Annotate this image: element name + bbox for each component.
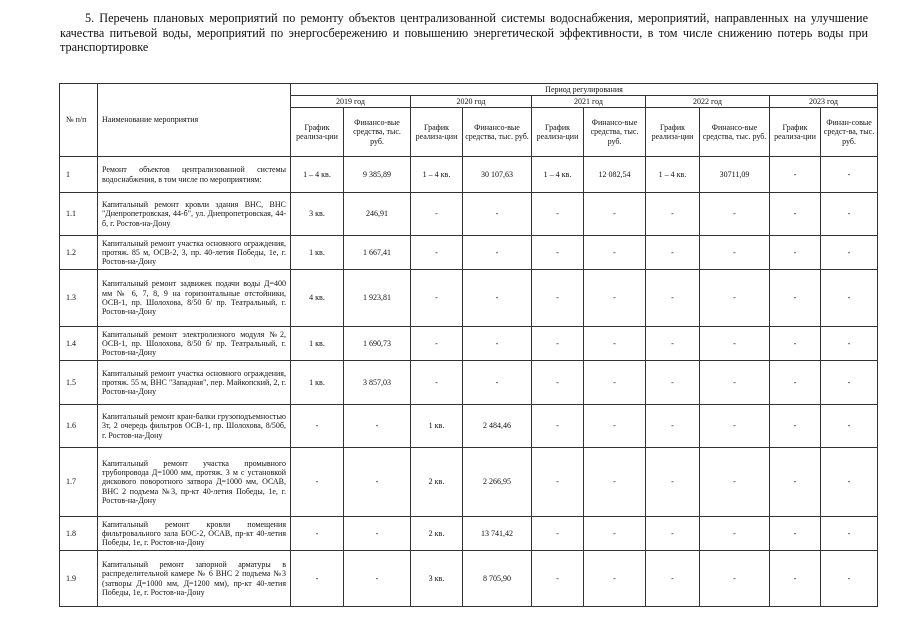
schedule-cell: - — [291, 405, 344, 448]
finance-cell: - — [821, 517, 878, 551]
schedule-cell: 3 кв. — [411, 551, 463, 607]
schedule-cell: - — [532, 551, 584, 607]
schedule-cell: - — [532, 517, 584, 551]
schedule-cell: - — [770, 270, 821, 327]
schedule-cell: 1 кв. — [291, 361, 344, 405]
row-number: 1.8 — [60, 517, 98, 551]
schedule-header: График реализа-ции — [770, 108, 821, 157]
schedule-cell: - — [770, 517, 821, 551]
measure-name: Ремонт объектов централизованной системы водоснабжения, в том числе по мероприятиям: — [98, 157, 291, 193]
measure-name: Капитальный ремонт кран-балки грузоподъемностью 3т, 2 очередь фильтров ОСВ-1, пр. Шолохова, 8/50б, г. Ростов-на-Дону — [98, 405, 291, 448]
schedule-cell: 3 кв. — [291, 193, 344, 236]
schedule-cell: - — [646, 361, 700, 405]
schedule-header: График реализа-ции — [291, 108, 344, 157]
measure-name: Капитальный ремонт кровли здания ВНС, ВНС "Днепропетровская, 44-б", ул. Днепропетровская, 44-б, г. Ростов-на-Дону — [98, 193, 291, 236]
schedule-cell: 1 – 4 кв. — [411, 157, 463, 193]
finance-cell: 1 690,73 — [344, 327, 411, 361]
measure-name: Капитальный ремонт участка основного ограждения, протяж. 55 м, ВНС "Западная", пер. Майкопский, 2, г. Ростов-на-Дону — [98, 361, 291, 405]
finance-cell: 12 082,54 — [584, 157, 646, 193]
schedule-cell: - — [532, 236, 584, 270]
schedule-cell: - — [646, 551, 700, 607]
table-body — [60, 157, 878, 607]
finance-cell: 1 923,81 — [344, 270, 411, 327]
row-number: 1 — [60, 157, 98, 193]
col-num-header: № п/п — [60, 84, 98, 157]
finance-header: Финансо-вые средства, тыс. руб. — [344, 108, 411, 157]
finance-cell: - — [584, 236, 646, 270]
table-row — [60, 517, 878, 551]
finance-cell: 1 667,41 — [344, 236, 411, 270]
finance-cell: - — [344, 551, 411, 607]
schedule-cell: - — [532, 270, 584, 327]
page-heading — [60, 11, 868, 55]
finance-cell: 13 741,42 — [463, 517, 532, 551]
finance-cell: - — [700, 270, 770, 327]
measure-name: Капитальный ремонт участка промывного трубопровода Д=1000 мм, протяж. 3 м с установкой дискового поворотного затвора Д=1000 мм, ОСАВ, ВНС 2 подъема №3, пр-кт 40-летия Победы, 1е, г. Ростов-на-Дону — [98, 448, 291, 517]
finance-cell: - — [344, 405, 411, 448]
finance-cell: 9 385,89 — [344, 157, 411, 193]
finance-cell: 30711,09 — [700, 157, 770, 193]
schedule-cell: - — [770, 193, 821, 236]
table-row — [60, 361, 878, 405]
measure-name: Капитальный ремонт задвижек подачи воды Д=400 мм № 6, 7, 8, 9 на горизонтальные отстойники, ОСВ-1, пр. Шолохова, 8/50 б/ пр. Театральный, г. Ростов-на-Дону — [98, 270, 291, 327]
measure-name: Капитальный ремонт участка основного ограждения, протяж. 85 м, ОСВ-2, 3, пр. 40-летия Победы, 1е, г. Ростов-на-Дону — [98, 236, 291, 270]
schedule-cell: - — [770, 448, 821, 517]
finance-cell: - — [821, 448, 878, 517]
schedule-cell: - — [532, 193, 584, 236]
row-number: 1.4 — [60, 327, 98, 361]
table-row — [60, 551, 878, 607]
finance-cell: - — [584, 517, 646, 551]
schedule-cell: 1 – 4 кв. — [291, 157, 344, 193]
schedule-cell: - — [291, 517, 344, 551]
schedule-cell: - — [411, 193, 463, 236]
finance-cell: - — [700, 517, 770, 551]
schedule-cell: - — [646, 236, 700, 270]
heading-text: 5. Перечень плановых мероприятий по ремонту объектов централизованной системы водоснабжения, мероприятий, направленных на улучшение качества питьевой воды, мероприятий по энергосбережению и повышению энергетической эффективности, в том числе снижению потерь воды при транспортировке — [60, 11, 868, 54]
finance-cell: 2 266,95 — [463, 448, 532, 517]
schedule-header: График реализа-ции — [411, 108, 463, 157]
finance-cell: - — [584, 551, 646, 607]
finance-cell: - — [463, 236, 532, 270]
finance-cell: - — [821, 551, 878, 607]
finance-cell: - — [463, 193, 532, 236]
finance-cell: - — [821, 236, 878, 270]
schedule-cell: 1 кв. — [411, 405, 463, 448]
row-number: 1.3 — [60, 270, 98, 327]
schedule-cell: - — [770, 551, 821, 607]
finance-cell: - — [821, 193, 878, 236]
schedule-cell: - — [770, 157, 821, 193]
period-header: Период регулирования — [291, 84, 878, 96]
row-number: 1.6 — [60, 405, 98, 448]
finance-cell: - — [584, 361, 646, 405]
finance-cell: 3 857,03 — [344, 361, 411, 405]
measure-name: Капитальный ремонт запорной арматуры в распределительной камере № 6 ВНС 2 подъема №3 (затворы Д=1000 мм, Д=1200 мм), пр-кт 40-летия Победы, 1е, г. Ростов-на-Дону — [98, 551, 291, 607]
schedule-cell: - — [291, 448, 344, 517]
schedule-cell: - — [646, 448, 700, 517]
year-header: 2019 год — [291, 96, 411, 108]
finance-cell: - — [700, 193, 770, 236]
schedule-cell: 1 – 4 кв. — [646, 157, 700, 193]
schedule-cell: - — [532, 327, 584, 361]
finance-cell: - — [700, 405, 770, 448]
finance-header: Финансо-вые средства, тыс. руб. — [584, 108, 646, 157]
schedule-cell: - — [411, 236, 463, 270]
finance-cell: 30 107,63 — [463, 157, 532, 193]
finance-cell: - — [821, 405, 878, 448]
year-header: 2021 год — [532, 96, 646, 108]
row-number: 1.5 — [60, 361, 98, 405]
schedule-cell: - — [291, 551, 344, 607]
finance-cell: - — [700, 327, 770, 361]
schedule-cell: - — [770, 361, 821, 405]
finance-cell: - — [700, 361, 770, 405]
finance-header: Финан-совые средст-ва, тыс. руб. — [821, 108, 878, 157]
year-header: 2022 год — [646, 96, 770, 108]
finance-cell: - — [821, 157, 878, 193]
schedule-cell: 1 – 4 кв. — [532, 157, 584, 193]
finance-cell: - — [463, 327, 532, 361]
schedule-header: График реализа-ции — [532, 108, 584, 157]
table-row — [60, 236, 878, 270]
schedule-cell: - — [646, 517, 700, 551]
finance-cell: - — [700, 448, 770, 517]
measure-name: Капитальный ремонт кровли помещения фильтровального зала БОС-2, ОСАВ, пр-кт 40-летия Победы, 1е, г. Ростов-на-Дону — [98, 517, 291, 551]
schedule-cell: - — [770, 405, 821, 448]
row-number: 1.7 — [60, 448, 98, 517]
finance-cell: - — [821, 270, 878, 327]
finance-cell: - — [821, 361, 878, 405]
schedule-cell: - — [411, 327, 463, 361]
year-header: 2020 год — [411, 96, 532, 108]
finance-cell: 2 484,46 — [463, 405, 532, 448]
schedule-cell: 4 кв. — [291, 270, 344, 327]
finance-cell: 246,91 — [344, 193, 411, 236]
schedule-cell: - — [646, 327, 700, 361]
table-row — [60, 448, 878, 517]
finance-cell: - — [700, 551, 770, 607]
schedule-cell: - — [770, 327, 821, 361]
header-row-period — [60, 84, 878, 96]
finance-cell: - — [584, 193, 646, 236]
schedule-cell: - — [532, 405, 584, 448]
schedule-cell: - — [532, 448, 584, 517]
table-row — [60, 157, 878, 193]
col-name-header: Наименование мероприятия — [98, 84, 291, 157]
table-row — [60, 405, 878, 448]
table-row — [60, 193, 878, 236]
finance-header: Финансо-вые средства, тыс. руб. — [700, 108, 770, 157]
finance-cell: - — [584, 270, 646, 327]
table-row — [60, 327, 878, 361]
row-number: 1.1 — [60, 193, 98, 236]
year-header: 2023 год — [770, 96, 878, 108]
finance-cell: - — [584, 405, 646, 448]
schedule-cell: - — [411, 361, 463, 405]
finance-cell: - — [463, 361, 532, 405]
schedule-cell: - — [411, 270, 463, 327]
finance-cell: - — [584, 327, 646, 361]
finance-cell: - — [584, 448, 646, 517]
finance-cell: - — [821, 327, 878, 361]
schedule-cell: - — [646, 270, 700, 327]
row-number: 1.2 — [60, 236, 98, 270]
finance-cell: - — [463, 270, 532, 327]
row-number: 1.9 — [60, 551, 98, 607]
schedule-cell: 2 кв. — [411, 448, 463, 517]
schedule-cell: 2 кв. — [411, 517, 463, 551]
schedule-cell: - — [646, 405, 700, 448]
schedule-cell: - — [770, 236, 821, 270]
schedule-cell: - — [532, 361, 584, 405]
finance-header: Финансо-вые средства, тыс. руб. — [463, 108, 532, 157]
schedule-cell: 1 кв. — [291, 236, 344, 270]
measures-table — [59, 83, 878, 607]
schedule-cell: 1 кв. — [291, 327, 344, 361]
finance-cell: - — [344, 448, 411, 517]
finance-cell: - — [344, 517, 411, 551]
measure-name: Капитальный ремонт электролизного модуля №2, ОСВ-1, пр. Шолохова, 8/50 б/ пр. Театральный, г. Ростов-на-Дону — [98, 327, 291, 361]
finance-cell: 8 705,90 — [463, 551, 532, 607]
schedule-cell: - — [646, 193, 700, 236]
schedule-header: График реализа-ции — [646, 108, 700, 157]
finance-cell: - — [700, 236, 770, 270]
table-row — [60, 270, 878, 327]
